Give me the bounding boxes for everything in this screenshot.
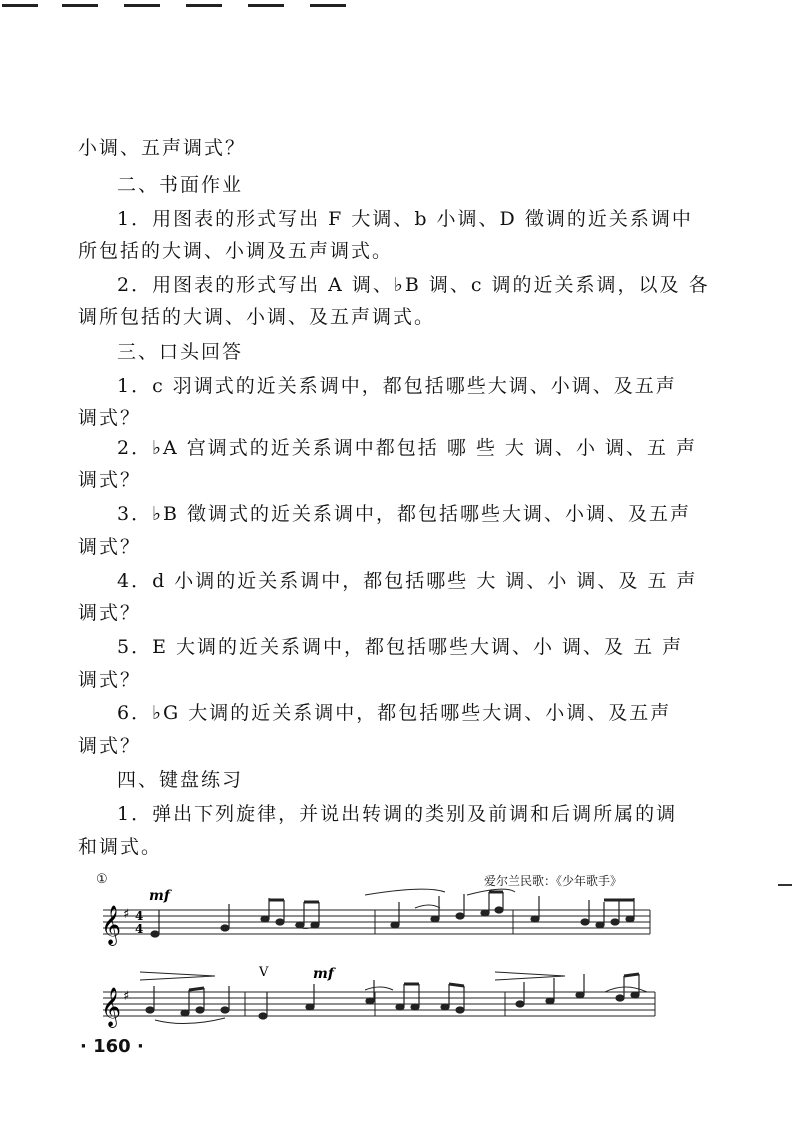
text-line: 3．♭B 徵调式的近关系调中，都包括哪些大调、小调、及五声 — [117, 503, 692, 525]
page-number: · 160 · — [80, 1036, 144, 1057]
text-line: 所包括的大调、小调及五声调式。 — [78, 240, 394, 262]
text-line: 5．E 大调的近关系调中，都包括哪些大调、小 调、及 五 声 — [117, 636, 684, 658]
text-line: 1．弹出下列旋律，并说出转调的类别及前调和后调所属的调 — [117, 803, 678, 825]
text-line: 调式？ — [78, 669, 142, 691]
text-line: 4．d 小调的近关系调中，都包括哪些 大 调、小 调、及 五 声 — [117, 570, 698, 592]
text-line: 小调、五声调式？ — [78, 137, 247, 159]
dynamic-marking: mf — [149, 888, 170, 904]
dynamic-marking: mf — [313, 966, 334, 982]
text-line: 6．♭G 大调的近关系调中，都包括哪些大调、小调、及五声 — [117, 702, 672, 724]
example-number: ① — [96, 872, 108, 887]
text-line: 调式？ — [78, 469, 142, 491]
melody-notes — [146, 974, 639, 1019]
music-staff-1 — [95, 880, 675, 950]
text-line: 2．用图表的形式写出 A 调、♭B 调、c 调的近关系调，以及 各 — [117, 274, 710, 296]
section-heading-written: 二、书面作业 — [117, 174, 244, 196]
breath-mark: V — [259, 965, 269, 980]
text-line: 调式？ — [78, 602, 142, 624]
text-line: 和调式。 — [78, 836, 163, 858]
treble-clef-icon: 𝄞 — [101, 905, 122, 945]
text-line: 调式？ — [78, 407, 142, 429]
section-heading-keyboard: 四、键盘练习 — [117, 769, 244, 791]
text-line: 调式？ — [78, 735, 142, 757]
text-line: 1．c 羽调式的近关系调中，都包括哪些大调、小调、及五声 — [117, 375, 677, 397]
time-signature-bottom: 4 — [135, 922, 144, 936]
music-staff-2 — [95, 962, 675, 1032]
melody-notes — [151, 892, 634, 937]
margin-mark — [778, 884, 792, 886]
music-credit: 爱尔兰民歌：《少年歌手》 — [484, 874, 623, 888]
key-signature-sharp: ♯ — [123, 907, 130, 922]
text-line: 2．♭A 宫调式的近关系调中都包括 哪 些 大 调、小 调、五 声 — [117, 437, 698, 459]
text-line: 1．用图表的形式写出 F 大调、b 小调、D 徵调的近关系调中 — [117, 208, 693, 230]
time-signature-top: 4 — [135, 909, 144, 923]
text-line: 调式？ — [78, 536, 142, 558]
key-signature-sharp: ♯ — [123, 989, 130, 1004]
treble-clef-icon: 𝄞 — [101, 987, 122, 1027]
section-heading-oral: 三、口头回答 — [117, 341, 244, 363]
text-line: 调所包括的大调、小调、及五声调式。 — [78, 306, 436, 328]
top-border-dashes — [0, 0, 800, 12]
